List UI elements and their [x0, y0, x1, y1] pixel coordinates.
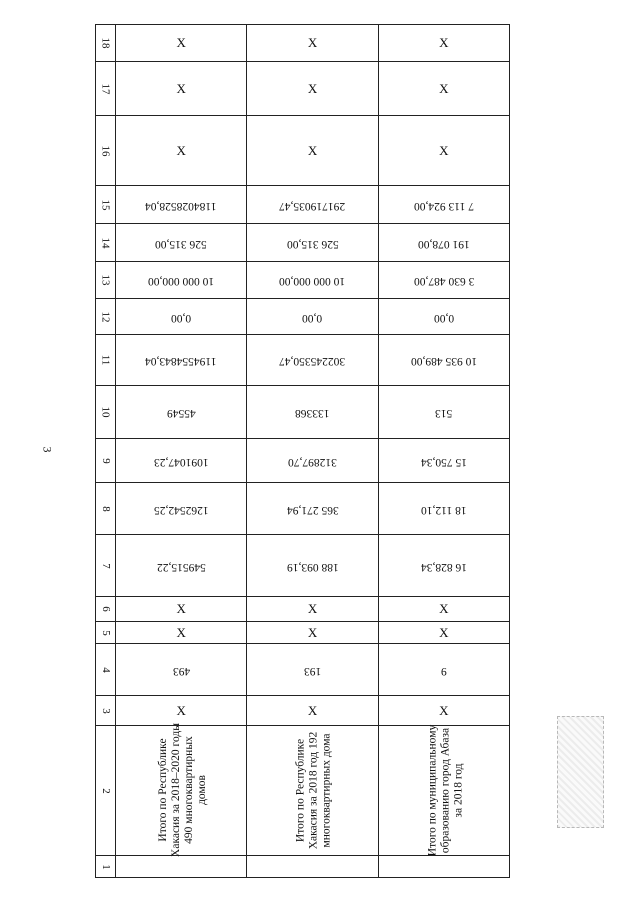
column-number: 17 [99, 83, 112, 94]
cell-value: 365 271,94 [286, 503, 339, 516]
table-band [96, 856, 510, 878]
column-number-cell [96, 224, 116, 262]
row-title: Итого по Республике Хакасия за 2018 год 192 многоквартирных дома [294, 731, 333, 849]
table-cell [247, 262, 378, 299]
cell-value: 526 315,00 [155, 237, 208, 250]
table-band [96, 186, 510, 224]
cell-value: 1184028528,04 [145, 199, 217, 212]
cell-marker-x: X [439, 142, 449, 158]
cell-marker-x: X [439, 601, 449, 616]
table-cell [378, 299, 509, 335]
column-number: 6 [99, 606, 112, 612]
table-band [96, 644, 510, 696]
cell-marker-x: X [307, 601, 318, 616]
cell-value: 302245350,47 [279, 355, 346, 367]
column-number: 16 [99, 145, 112, 156]
table-cell [378, 62, 509, 116]
table-cell [247, 25, 378, 62]
row-title: Итого по Республике Хакасия за 2018–2020 годы 490 многоквартирных домов [157, 723, 209, 857]
column-number-cell [96, 386, 116, 439]
column-number-cell [96, 262, 116, 299]
table-cell [378, 386, 509, 439]
cell-marker-x: X [307, 142, 318, 158]
column-number: 3 [99, 707, 112, 714]
column-number-cell [96, 644, 116, 696]
column-number: 1 [99, 863, 112, 870]
row-title: Итого по муниципальному образованию город Абаза за 2018 год [426, 724, 465, 856]
table-cell [247, 299, 378, 335]
table-cell [378, 262, 509, 299]
cell-value: 1091047,23 [153, 455, 209, 468]
cell-marker-x: X [439, 702, 449, 718]
table-cell [378, 335, 509, 386]
column-number: 14 [99, 237, 112, 248]
table-cell [116, 299, 247, 335]
stamp-mark [557, 716, 604, 828]
table-cell [378, 622, 509, 644]
column-number-cell [96, 25, 116, 62]
column-number: 9 [99, 457, 112, 464]
cell-marker-x: X [307, 702, 318, 718]
table-band [96, 597, 510, 622]
table-cell [247, 856, 378, 878]
table-cell [378, 644, 509, 696]
table-cell [116, 335, 247, 386]
table-cell [247, 224, 378, 262]
table-cell [116, 597, 247, 622]
table-cell [116, 622, 247, 644]
column-number-cell [96, 62, 116, 116]
cell-value: 9 [440, 664, 447, 677]
cell-marker-x: X [176, 35, 186, 50]
table-cell [378, 483, 509, 535]
cell-marker-x: X [307, 80, 318, 96]
column-number: 13 [99, 274, 112, 286]
column-number-cell [96, 856, 116, 878]
table-cell [247, 62, 378, 116]
table-cell [247, 335, 378, 386]
cell-marker-x: X [439, 80, 449, 96]
cell-marker-x: X [176, 702, 186, 718]
column-number-cell [96, 535, 116, 597]
column-number-cell [96, 483, 116, 535]
table-cell [378, 726, 509, 856]
table-band [96, 224, 510, 262]
column-number-cell [96, 597, 116, 622]
cell-value: 10 000 000,00 [279, 275, 346, 287]
table-cell [378, 856, 509, 878]
cell-value: 3 630 487,00 [413, 275, 475, 287]
cell-marker-x: X [176, 142, 186, 158]
cell-value: 133368 [295, 407, 330, 419]
table-cell [116, 856, 247, 878]
cell-value: 549515,22 [156, 560, 206, 573]
cell-value: 10 000 000,00 [148, 275, 215, 287]
table-cell [247, 622, 378, 644]
table-cell [116, 483, 247, 535]
cell-value: 0,00 [433, 311, 454, 324]
table-band [96, 25, 510, 62]
table-cell [116, 696, 247, 726]
table-cell [378, 186, 509, 224]
column-number: 10 [99, 406, 112, 418]
table-band [96, 116, 510, 186]
cell-value: 493 [172, 664, 190, 677]
table-cell [378, 597, 509, 622]
table-cell [116, 535, 247, 597]
table-band [96, 622, 510, 644]
cell-marker-x: X [307, 624, 318, 640]
cell-value: 45549 [166, 407, 196, 419]
column-number: 5 [99, 629, 112, 636]
table-cell [247, 186, 378, 224]
table-cell [116, 224, 247, 262]
table-cell [116, 186, 247, 224]
table-band [96, 439, 510, 483]
table-cell [116, 116, 247, 186]
table-band [96, 483, 510, 535]
cell-marker-x: X [439, 624, 449, 640]
table-cell [116, 439, 247, 483]
table-cell [378, 535, 509, 597]
cell-value: 526 315,00 [286, 237, 339, 250]
cell-value: 291719035,47 [279, 199, 346, 212]
table-band [96, 696, 510, 726]
column-number-cell [96, 726, 116, 856]
table-band [96, 62, 510, 116]
column-number: 4 [99, 666, 112, 673]
cell-marker-x: X [176, 624, 186, 640]
cell-value: 15 750,34 [420, 455, 467, 468]
column-number: 15 [99, 199, 112, 210]
cell-value: 0,00 [302, 311, 323, 324]
column-number: 12 [99, 311, 112, 322]
data-table [95, 24, 510, 878]
column-number-cell [96, 186, 116, 224]
cell-value: 513 [435, 407, 453, 419]
table-cell [247, 439, 378, 483]
page-number: 3 [40, 446, 55, 453]
table-cell [116, 723, 247, 857]
column-number-cell [96, 299, 116, 335]
table-cell [247, 644, 378, 696]
cell-value: 188 093,19 [286, 560, 339, 573]
cell-value: 1262542,25 [153, 503, 209, 516]
cell-value: 191 078,00 [417, 237, 470, 250]
column-number-cell [96, 116, 116, 186]
table-band [96, 262, 510, 299]
cell-value: 16 828,34 [420, 560, 467, 573]
column-number: 11 [99, 354, 112, 366]
column-number-cell [96, 696, 116, 726]
column-number-cell [96, 622, 116, 644]
table-cell [116, 62, 247, 116]
column-number: 7 [99, 562, 112, 569]
table-cell [378, 224, 509, 262]
table-band [96, 726, 510, 856]
column-number: 18 [99, 37, 112, 49]
cell-marker-x: X [307, 35, 318, 50]
table-cell [247, 597, 378, 622]
table-cell [247, 386, 378, 439]
table-cell [378, 25, 509, 62]
table-cell [116, 644, 247, 696]
cell-value: 7 113 924,00 [413, 199, 474, 212]
table-cell [247, 535, 378, 597]
column-number: 2 [99, 787, 112, 794]
column-number-cell [96, 335, 116, 386]
table-cell [116, 262, 247, 299]
table-cell [247, 726, 378, 856]
cell-value: 18 112,10 [421, 503, 467, 516]
table-cell [378, 696, 509, 726]
cell-value: 1194554843,04 [145, 355, 217, 367]
table-band [96, 535, 510, 597]
table-cell [247, 116, 378, 186]
cell-marker-x: X [176, 80, 186, 96]
column-number-cell [96, 439, 116, 483]
table-cell [378, 439, 509, 483]
cell-value: 0,00 [171, 311, 192, 324]
column-number: 8 [99, 505, 112, 512]
table-cell [116, 25, 247, 62]
table-band [96, 386, 510, 439]
cell-marker-x: X [439, 35, 449, 50]
cell-value: 10 935 489,00 [410, 355, 477, 367]
table-cell [247, 696, 378, 726]
cell-marker-x: X [176, 601, 186, 616]
table-cell [247, 483, 378, 535]
table-cell [378, 116, 509, 186]
cell-value: 193 [303, 664, 322, 677]
table-band [96, 299, 510, 335]
table-cell [116, 386, 247, 439]
cell-value: 312897,70 [288, 455, 337, 468]
table-band [96, 335, 510, 386]
